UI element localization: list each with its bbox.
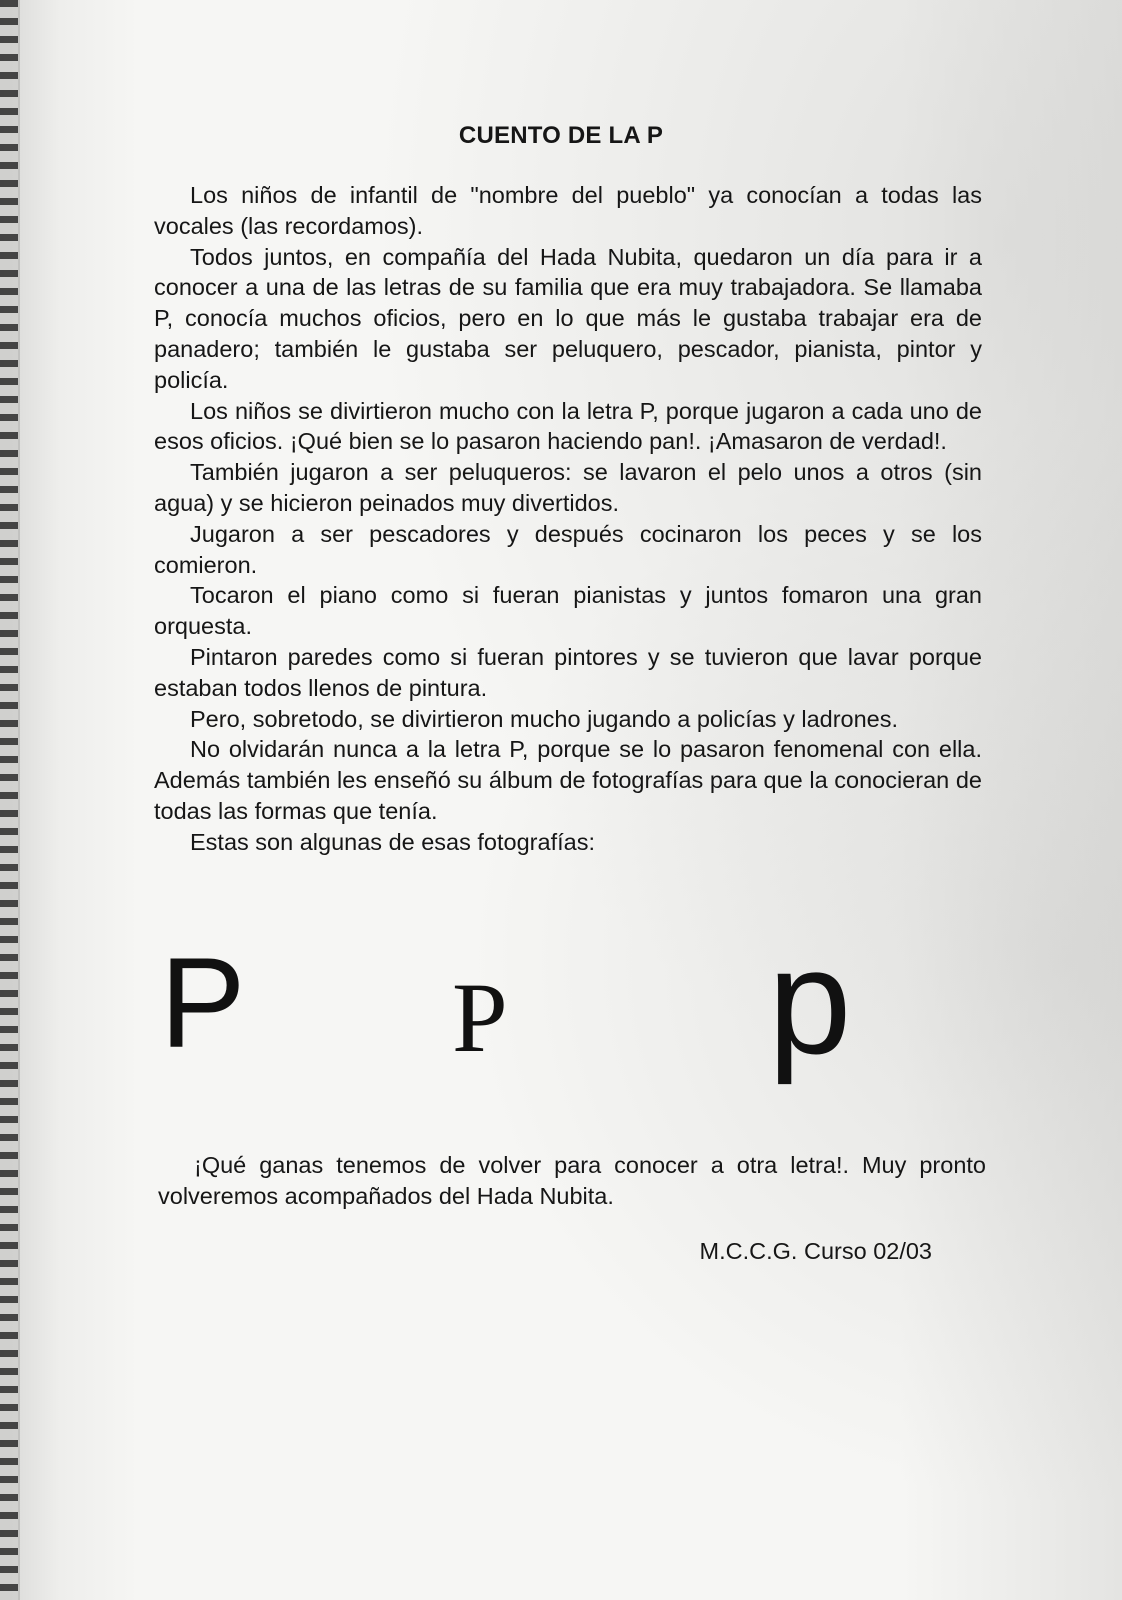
letter-uppercase-serif: P	[452, 962, 508, 1073]
closing-paragraph: ¡Qué ganas tenemos de volver para conocer a otra letra!. Muy pronto volveremos acompañados del Hada Nubita.	[158, 1152, 986, 1209]
paragraph: Pintaron paredes como si fueran pintores y se tuvieron que lavar porque estaban todos llenos de pintura.	[154, 643, 982, 701]
paragraph: Los niños de infantil de "nombre del pueblo" ya conocían a todas las vocales (las recordamos).	[154, 182, 982, 239]
signature: M.C.C.G. Curso 02/03	[699, 1238, 932, 1264]
letter-forms	[160, 917, 880, 1085]
paragraph: Tocaron el piano como si fueran pianistas y juntos fomaron una gran orquesta.	[154, 582, 982, 640]
paragraph: También jugaron a ser peluqueros: se lavaron el pelo unos a otros (sin agua) y se hicieron peinados muy divertidos.	[154, 459, 982, 516]
paragraph: Jugaron a ser pescadores y después cocinaron los peces y se los comieron.	[154, 520, 982, 578]
paragraph: Los niños se divirtieron mucho con la letra P, porque jugaron a cada uno de esos oficios. ¡Qué bien se lo pasaron haciendo pan!. ¡Amasaron de verdad!.	[154, 397, 982, 455]
paragraph: Estas son algunas de esas fotografías:	[190, 828, 595, 855]
spiral-binding	[0, 0, 20, 1600]
paragraph: Pero, sobretodo, se divirtieron mucho jugando a policías y ladrones.	[190, 705, 899, 732]
story-body	[154, 180, 982, 858]
closing-section	[158, 1150, 986, 1212]
page-title: CUENTO DE LA P	[458, 122, 664, 149]
letter-lowercase-sans: p	[768, 917, 852, 1085]
letter-uppercase-sans: P	[160, 932, 246, 1075]
paragraph: Todos juntos, en compañía del Hada Nubita, quedaron un día para ir a conocer a una de las letras de su familia que era muy trabajadora. Se llamaba P, conocía muchos oficios, pero en lo que más le gustaba trabajar era de panadero; también le gustaba ser peluquero, pescador, pianista, pintor y policía.	[154, 243, 982, 393]
paragraph: No olvidarán nunca a la letra P, porque se lo pasaron fenomenal con ella. Además también les enseñó su álbum de fotografías para que la conocieran de todas las formas que tenía.	[154, 736, 982, 824]
